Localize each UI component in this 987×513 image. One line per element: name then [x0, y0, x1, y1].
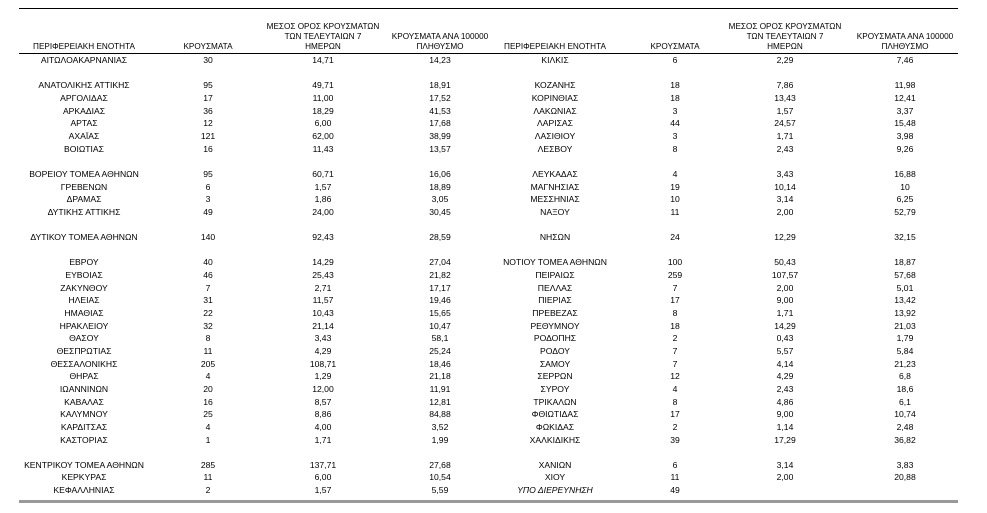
left-row-per100k: 84,88	[429, 409, 451, 420]
right-row-avg7: 12,29	[774, 232, 796, 243]
right-row-per100k: 5,01	[896, 282, 914, 293]
right-row-per100k	[840, 484, 970, 497]
right-row-name: ΦΩΚΙΔΑΣ	[535, 421, 575, 432]
right-row-name: ΚΟΖΑΝΗΣ	[534, 80, 576, 91]
left-row-per100k: 11,91	[429, 383, 451, 394]
right-row-avg7: 7,86	[776, 80, 794, 91]
right-row-avg7: 0,43	[776, 333, 794, 344]
left-row-cases: 46	[203, 270, 213, 281]
right-row-avg7: 1,71	[776, 308, 794, 318]
left-row-per100k: 18,89	[429, 181, 451, 192]
right-row-name: ΜΕΣΣΗΝΙΑΣ	[530, 194, 580, 205]
left-row-cases: 8	[205, 333, 211, 344]
right-row-avg7: 4,29	[776, 371, 794, 382]
header-per100k-left: ΚΡΟΥΣΜΑΤΑ ΑΝΑ 100000 ΠΛΗΘΥΣΜΟ	[391, 32, 489, 51]
left-row-per100k: 16,06	[429, 168, 451, 179]
right-row-name: ΛΑΚΩΝΙΑΣ	[533, 105, 577, 116]
right-row-avg7: 10,14	[774, 181, 796, 192]
right-row-cases: 19	[670, 181, 680, 192]
left-row-cases: 32	[203, 320, 213, 331]
right-row-cases: 6	[672, 459, 678, 470]
right-row-name: ΛΕΥΚΑΔΑΣ	[532, 168, 578, 179]
right-row-avg7	[720, 484, 850, 497]
left-row-cases: 7	[205, 282, 211, 293]
right-row-avg7: 4,14	[776, 358, 794, 369]
right-row-name: ΧΙΟΥ	[544, 472, 566, 483]
right-row-name: ΚΙΛΚΙΣ	[541, 55, 569, 65]
right-row-name: ΧΑΛΚΙΔΙΚΗΣ	[529, 434, 581, 445]
right-row-per100k: 1,79	[896, 333, 914, 344]
right-row-name: ΣΑΜΟΥ	[539, 358, 571, 369]
right-row-avg7: 3,43	[776, 168, 794, 179]
left-row-per100k: 17,52	[429, 92, 451, 103]
left-row-avg7: 92,43	[312, 232, 334, 243]
right-row-avg7: 2,43	[776, 143, 794, 154]
right-row-cases: 11	[670, 472, 680, 483]
left-row-cases: 16	[203, 143, 213, 154]
right-row-per100k: 2,48	[896, 421, 914, 432]
right-row-cases: 44	[670, 118, 680, 129]
right-row-cases: 7	[672, 345, 678, 356]
left-row-per100k: 28,59	[429, 232, 451, 243]
top-rule	[19, 8, 958, 9]
left-row-name: ΚΑΡΔΙΤΣΑΣ	[60, 421, 108, 432]
right-row-avg7: 1,71	[776, 130, 794, 141]
header-region-left: ΠΕΡΙΦΕΡΕΙΑΚΗ ΕΝΟΤΗΤΑ	[33, 42, 135, 51]
left-row-per100k: 1,99	[431, 434, 449, 445]
left-row-per100k: 27,68	[429, 459, 451, 470]
left-row-name: ΑΡΚΑΔΙΑΣ	[62, 105, 106, 116]
right-row-per100k: 20,88	[894, 472, 916, 483]
left-row-avg7: 1,57	[314, 181, 332, 192]
left-row-per100k: 14,23	[429, 55, 451, 65]
header-per100k-right: ΚΡΟΥΣΜΑΤΑ ΑΝΑ 100000 ΠΛΗΘΥΣΜΟ	[856, 32, 954, 51]
left-row-avg7: 14,29	[312, 257, 334, 268]
right-row-per100k: 32,15	[894, 232, 916, 243]
left-row-avg7: 8,86	[314, 409, 332, 420]
right-row-per100k: 21,23	[894, 358, 916, 369]
right-row-cases: 39	[670, 434, 680, 445]
right-row-avg7: 4,86	[776, 396, 794, 407]
left-row-avg7: 60,71	[312, 168, 334, 179]
right-row-cases: 3	[672, 130, 678, 141]
right-row-avg7: 2,43	[776, 383, 794, 394]
left-row-per100k: 25,24	[429, 345, 451, 356]
left-row-name: ΚΕΡΚΥΡΑΣ	[61, 472, 107, 483]
right-row-per100k: 10	[900, 181, 910, 192]
right-row-name: ΛΕΣΒΟΥ	[537, 143, 573, 154]
right-row-cases: 6	[672, 55, 678, 65]
right-row-avg7: 13,43	[774, 92, 796, 103]
left-row-cases: 1	[205, 434, 211, 445]
right-row-cases: 3	[672, 105, 678, 116]
right-row-name: ΠΕΛΛΑΣ	[537, 282, 573, 293]
right-row-avg7: 107,57	[771, 270, 799, 281]
left-row-name: ΚΑΣΤΟΡΙΑΣ	[60, 434, 108, 445]
left-row-per100k: 21,18	[429, 371, 451, 382]
right-row-name: ΣΥΡΟΥ	[540, 383, 570, 394]
right-row-cases: 4	[672, 168, 678, 179]
right-row-name: ΠΕΙΡΑΙΩΣ	[535, 270, 575, 281]
left-row-name: ΘΕΣΣΑΛΟΝΙΚΗΣ	[50, 358, 118, 369]
right-row-avg7: 50,43	[774, 257, 796, 268]
right-row-cases: 259	[667, 270, 683, 281]
right-row-cases: 2	[672, 333, 678, 344]
left-row-name: ΚΕΦΑΛΛΗΝΙΑΣ	[53, 485, 115, 496]
left-row-per100k: 18,46	[429, 358, 451, 369]
header-avg7-left: ΜΕΣΟΣ ΟΡΟΣ ΚΡΟΥΣΜΑΤΩΝ ΤΩΝ ΤΕΛΕΥΤΑΙΩΝ 7 ΗΜΕΡΩΝ	[266, 22, 380, 51]
left-row-name: ΒΟΡΕΙΟΥ ΤΟΜΕΑ ΑΘΗΝΩΝ	[29, 168, 139, 179]
left-row-name: ΒΟΙΩΤΙΑΣ	[64, 143, 104, 154]
right-row-per100k: 21,03	[894, 320, 916, 331]
right-row-avg7: 3,14	[776, 459, 794, 470]
left-row-per100k: 17,17	[429, 282, 451, 293]
right-row-cases: 7	[672, 358, 678, 369]
left-row-cases: 20	[203, 383, 213, 394]
left-row-name: ΑΡΤΑΣ	[70, 118, 98, 129]
right-row-name: ΠΙΕΡΙΑΣ	[538, 295, 572, 306]
left-row-name: ΗΜΑΘΙΑΣ	[64, 308, 104, 318]
right-row-avg7: 24,57	[774, 118, 796, 129]
left-row-avg7: 10,43	[312, 308, 334, 318]
left-row-cases: 205	[200, 358, 216, 369]
left-row-cases: 16	[203, 396, 213, 407]
left-row-per100k: 10,47	[429, 320, 451, 331]
right-row-name: ΣΕΡΡΩΝ	[537, 371, 573, 382]
left-row-avg7: 1,57	[314, 485, 332, 496]
right-row-avg7: 3,14	[776, 194, 794, 205]
left-row-avg7: 18,29	[312, 105, 334, 116]
left-row-per100k: 21,82	[429, 270, 451, 281]
right-row-avg7: 1,57	[776, 105, 794, 116]
left-row-cases: 11	[203, 472, 213, 483]
left-row-cases: 22	[203, 308, 213, 318]
left-row-per100k: 5,59	[431, 485, 449, 496]
header-cases-right: ΚΡΟΥΣΜΑΤΑ	[650, 42, 700, 51]
right-row-avg7: 1,14	[776, 421, 794, 432]
left-row-name: ΔΥΤΙΚΗΣ ΑΤΤΙΚΗΣ	[47, 206, 121, 217]
right-row-name: ΚΟΡΙΝΘΙΑΣ	[531, 92, 579, 103]
right-row-cases: 24	[670, 232, 680, 243]
left-row-cases: 6	[205, 181, 211, 192]
left-row-avg7: 6,00	[314, 472, 332, 483]
right-row-cases: 10	[670, 194, 680, 205]
left-row-per100k: 27,04	[429, 257, 451, 268]
right-row-per100k: 13,92	[894, 308, 916, 318]
right-row-per100k: 18,87	[894, 257, 916, 268]
right-row-avg7: 5,57	[776, 345, 794, 356]
left-row-per100k: 17,68	[429, 118, 451, 129]
left-row-avg7: 108,71	[309, 358, 337, 369]
left-row-name: ΑΡΓΟΛΙΔΑΣ	[60, 92, 108, 103]
right-row-cases: 4	[672, 383, 678, 394]
right-row-per100k: 52,79	[894, 206, 916, 217]
left-row-avg7: 137,71	[309, 459, 337, 470]
right-row-cases: 7	[672, 282, 678, 293]
left-row-name: ΔΡΑΜΑΣ	[66, 194, 102, 205]
right-row-per100k: 15,48	[894, 118, 916, 129]
left-row-name: ΘΗΡΑΣ	[69, 371, 99, 382]
left-row-name: ΓΡΕΒΕΝΩΝ	[60, 181, 108, 192]
right-row-name: ΜΑΓΝΗΣΙΑΣ	[530, 181, 580, 192]
left-row-cases: 31	[203, 295, 213, 306]
right-row-cases: 8	[672, 396, 678, 407]
left-row-avg7: 21,14	[312, 320, 334, 331]
right-row-name: ΦΘΙΩΤΙΔΑΣ	[531, 409, 579, 420]
right-row-per100k: 6,8	[899, 371, 911, 382]
right-row-name: ΡΕΘΥΜΝΟΥ	[530, 320, 580, 331]
right-row-cases: 49	[670, 485, 680, 496]
left-row-avg7: 4,29	[314, 345, 332, 356]
right-row-name: ΛΑΣΙΘΙΟΥ	[534, 130, 576, 141]
left-row-avg7: 12,00	[312, 383, 334, 394]
left-row-cases: 17	[203, 92, 213, 103]
right-row-cases: 12	[670, 371, 680, 382]
right-row-per100k: 3,98	[896, 130, 914, 141]
left-row-avg7: 1,86	[314, 194, 332, 205]
right-row-name: ΝΗΣΩΝ	[539, 232, 571, 243]
left-row-avg7: 11,43	[312, 143, 334, 154]
left-row-cases: 140	[200, 232, 216, 243]
left-row-name: ΕΒΡΟΥ	[69, 257, 99, 268]
right-row-per100k: 16,88	[894, 168, 916, 179]
left-row-cases: 11	[203, 345, 213, 356]
right-row-avg7: 9,00	[776, 409, 794, 420]
left-row-cases: 49	[203, 206, 213, 217]
left-row-avg7: 6,00	[314, 118, 332, 129]
left-row-cases: 25	[203, 409, 213, 420]
left-row-avg7: 3,43	[314, 333, 332, 344]
left-row-cases: 30	[203, 55, 213, 65]
left-row-cases: 40	[203, 257, 213, 268]
left-row-cases: 4	[205, 421, 211, 432]
left-row-avg7: 4,00	[314, 421, 332, 432]
right-row-per100k: 12,41	[894, 92, 916, 103]
left-row-name: ΚΕΝΤΡΙΚΟΥ ΤΟΜΕΑ ΑΘΗΝΩΝ	[24, 459, 144, 470]
right-row-per100k: 6,25	[896, 194, 914, 205]
left-row-name: ΑΧΑΪΑΣ	[68, 130, 100, 141]
left-row-cases: 36	[203, 105, 213, 116]
left-row-name: ΖΑΚΥΝΘΟΥ	[60, 282, 108, 293]
right-row-cases: 8	[672, 143, 678, 154]
right-row-cases: 18	[670, 80, 680, 91]
right-row-name: ΝΟΤΙΟΥ ΤΟΜΕΑ ΑΘΗΝΩΝ	[503, 257, 607, 268]
right-row-name: ΠΡΕΒΕΖΑΣ	[532, 308, 578, 318]
header-region-right: ΠΕΡΙΦΕΡΕΙΑΚΗ ΕΝΟΤΗΤΑ	[504, 42, 606, 51]
left-row-avg7: 1,29	[314, 371, 332, 382]
left-row-name: ΑΝΑΤΟΛΙΚΗΣ ΑΤΤΙΚΗΣ	[38, 80, 130, 91]
left-row-per100k: 38,99	[429, 130, 451, 141]
right-row-per100k: 57,68	[894, 270, 916, 281]
right-row-name: ΡΟΔΟΥ	[540, 345, 570, 356]
right-row-per100k: 9,26	[896, 143, 914, 154]
left-row-cases: 95	[203, 168, 213, 179]
left-row-name: ΚΑΒΑΛΑΣ	[64, 396, 104, 407]
right-row-per100k: 3,83	[896, 459, 914, 470]
right-row-name: ΛΑΡΙΣΑΣ	[537, 118, 573, 129]
right-row-avg7: 17,29	[774, 434, 796, 445]
right-row-cases: 2	[672, 421, 678, 432]
right-row-per100k: 10,74	[894, 409, 916, 420]
left-row-per100k: 41,53	[429, 105, 451, 116]
left-row-avg7: 24,00	[312, 206, 334, 217]
left-row-per100k: 12,81	[429, 396, 451, 407]
right-row-per100k: 18,6	[896, 383, 914, 394]
left-row-per100k: 19,46	[429, 295, 451, 306]
left-row-name: ΚΑΛΥΜΝΟΥ	[60, 409, 108, 420]
right-row-per100k: 36,82	[894, 434, 916, 445]
right-row-avg7: 2,00	[776, 472, 794, 483]
header-avg7-right: ΜΕΣΟΣ ΟΡΟΣ ΚΡΟΥΣΜΑΤΩΝ ΤΩΝ ΤΕΛΕΥΤΑΙΩΝ 7 ΗΜΕΡΩΝ	[728, 22, 842, 51]
left-row-cases: 95	[203, 80, 213, 91]
left-row-per100k: 3,52	[431, 421, 449, 432]
left-row-name: ΙΩΑΝΝΙΝΩΝ	[59, 383, 109, 394]
left-row-per100k: 13,57	[429, 143, 451, 154]
left-row-name: ΘΕΣΠΡΩΤΙΑΣ	[56, 345, 112, 356]
right-row-per100k: 7,46	[896, 55, 914, 65]
left-row-cases: 4	[205, 371, 211, 382]
right-row-avg7: 2,00	[776, 206, 794, 217]
right-row-name: ΤΡΙΚΑΛΩΝ	[533, 396, 577, 407]
right-row-cases: 11	[670, 206, 680, 217]
right-row-cases: 18	[670, 320, 680, 331]
left-row-avg7: 14,71	[312, 55, 334, 65]
left-row-cases: 12	[203, 118, 213, 129]
right-row-name: ΧΑΝΙΩΝ	[538, 459, 572, 470]
left-row-avg7: 1,71	[314, 434, 332, 445]
right-row-cases: 100	[667, 257, 683, 268]
left-row-avg7: 49,71	[312, 80, 334, 91]
left-row-name: ΕΥΒΟΙΑΣ	[65, 270, 103, 281]
right-row-per100k: 5,84	[896, 345, 914, 356]
right-row-per100k: 11,98	[894, 80, 916, 91]
right-row-avg7: 9,00	[776, 295, 794, 306]
right-row-per100k: 3,37	[896, 105, 914, 116]
right-row-cases: 8	[672, 308, 678, 318]
right-row-avg7: 2,29	[776, 55, 794, 65]
bottom-rule	[19, 500, 958, 503]
left-row-cases: 285	[200, 459, 216, 470]
right-row-avg7: 2,00	[776, 282, 794, 293]
right-row-per100k: 13,42	[894, 295, 916, 306]
left-row-per100k: 10,54	[429, 472, 451, 483]
left-row-name: ΑΙΤΩΛΟΑΚΑΡΝΑΝΙΑΣ	[40, 55, 128, 65]
left-row-cases: 121	[200, 130, 216, 141]
right-row-cases: 17	[670, 409, 680, 420]
right-row-cases: 17	[670, 295, 680, 306]
left-row-per100k: 58,1	[431, 333, 449, 344]
left-row-avg7: 8,57	[314, 396, 332, 407]
right-row-per100k: 6,1	[899, 396, 911, 407]
left-row-avg7: 62,00	[312, 130, 334, 141]
right-row-name: ΡΟΔΟΠΗΣ	[533, 333, 577, 344]
left-row-per100k: 3,05	[431, 194, 449, 205]
left-row-avg7: 11,57	[312, 295, 334, 306]
left-row-name: ΘΑΣΟΥ	[69, 333, 99, 344]
left-row-per100k: 30,45	[429, 206, 451, 217]
left-row-name: ΔΥΤΙΚΟΥ ΤΟΜΕΑ ΑΘΗΝΩΝ	[30, 232, 138, 243]
left-row-cases: 2	[205, 485, 211, 496]
left-row-avg7: 11,00	[312, 92, 334, 103]
left-row-avg7: 2,71	[314, 282, 332, 293]
left-row-avg7: 25,43	[312, 270, 334, 281]
left-row-cases: 3	[205, 194, 211, 205]
left-row-per100k: 18,91	[429, 80, 451, 91]
left-row-per100k: 15,65	[429, 308, 451, 318]
left-row-name: ΗΡΑΚΛΕΙΟΥ	[59, 320, 109, 331]
header-cases-left: ΚΡΟΥΣΜΑΤΑ	[183, 42, 233, 51]
right-row-avg7: 14,29	[774, 320, 796, 331]
right-row-name: ΝΑΞΟΥ	[540, 206, 570, 217]
right-row-cases: 18	[670, 92, 680, 103]
right-row-name: ΥΠΟ ΔΙΕΡΕΥΝΗΣΗ	[517, 485, 593, 496]
left-row-name: ΗΛΕΙΑΣ	[68, 295, 100, 306]
